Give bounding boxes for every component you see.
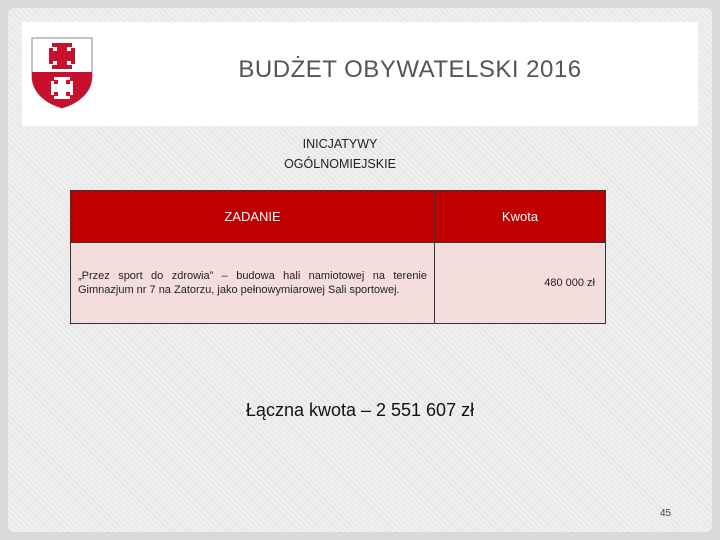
coat-of-arms-cross-icon: [30, 36, 94, 110]
page-number: 45: [660, 508, 672, 519]
section-subtitle: [240, 134, 440, 174]
amount-cell: 480 000 zł: [435, 243, 606, 324]
task-text: „Przez sport do zdrowia” – budowa hali namiotowej na terenie Gimnazjum nr 7 na Zatorzu, jako pełnowymiarowej Sali sportowej.: [78, 270, 427, 296]
table-row: [71, 243, 606, 324]
subtitle-line-1: INICJATYWY: [302, 137, 378, 151]
total-amount: Łączna kwota – 2 551 607 zł: [245, 400, 475, 420]
task-cell: [71, 243, 435, 324]
header-amount: Kwota: [435, 191, 606, 243]
subtitle-line-2: OGÓLNOMIEJSKIE: [284, 157, 396, 171]
table-header-row: [71, 191, 606, 243]
header-task: ZADANIE: [71, 191, 435, 243]
page-title: BUDŻET OBYWATELSKI 2016: [238, 56, 582, 83]
budget-table: [70, 190, 606, 324]
